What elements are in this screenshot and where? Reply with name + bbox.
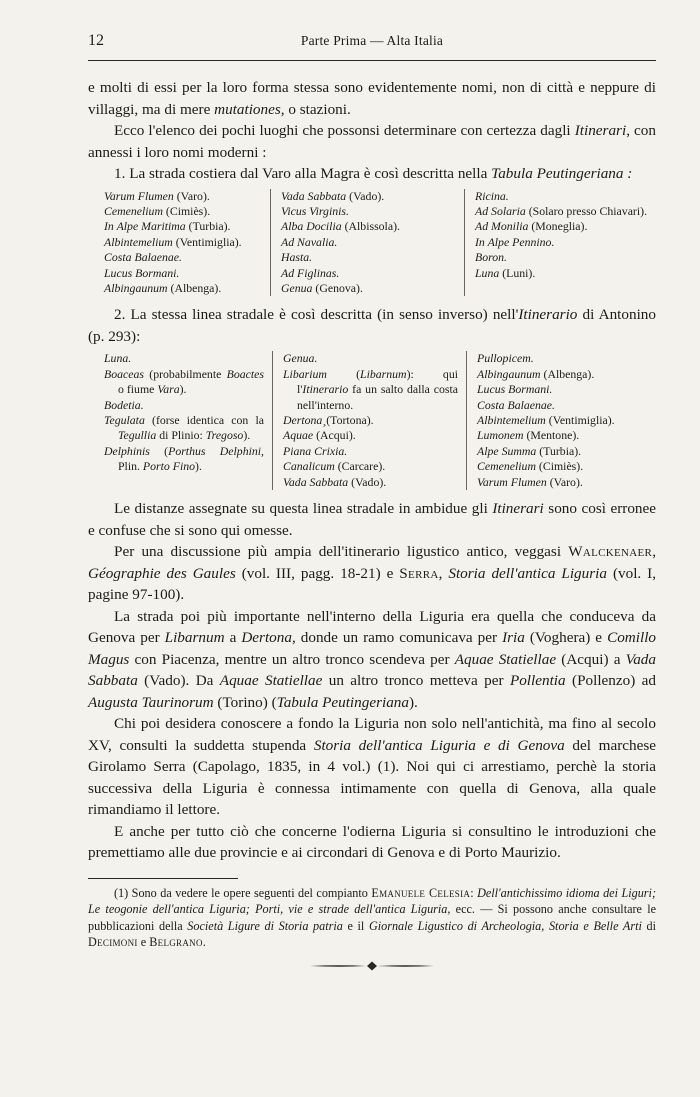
antonine-route-table xyxy=(88,351,656,490)
route-entry: Lumonem (Mentone). xyxy=(477,428,580,443)
paragraph-antonine-route: 2. La stessa linea stradale è così descritta (in senso inverso) nell'Itinerario di Antonino (p. 293): xyxy=(88,306,656,345)
footnote: (1) Sono da vedere le opere seguenti del compianto Emanuele Celesia: Dell'antichissimo idioma dei Liguri; Le teogonie dell'antica Liguria; Porti, vie e strade dell'antica Liguria, ecc. — Si possono anche consultare le pubblicazioni della Società Ligure di Storia patria e il Giornale Ligustico di Archeologia, Storia e Belle Arti di Decimoni e Belgrano. xyxy=(88,885,656,950)
route-entry: Ad Figlinas. xyxy=(281,265,340,280)
route-entry: Vicus Virginis. xyxy=(281,203,349,218)
route-entry: Boaceas (probabilmente Boactes o fiume Vara). xyxy=(104,366,264,397)
route-entry: Aquae (Acqui). xyxy=(283,428,356,443)
route-column-3 xyxy=(466,351,656,490)
route-entry: Cemenelium (Cimiès). xyxy=(477,459,584,474)
route-entry: Costa Balaenae. xyxy=(104,250,182,265)
route-entry: Genua. xyxy=(283,351,318,366)
route-entry: Varum Flumen (Varo). xyxy=(104,188,210,203)
running-head xyxy=(88,32,656,61)
route-entry: Tegulata (forse identica con la Tegullia di Plinio: Tregoso). xyxy=(104,412,264,443)
route-entry: Ricina. xyxy=(475,188,509,203)
paragraph-modern-liguria: E anche per tutto ciò che concerne l'odierna Liguria si consultino le introduzioni che premettiamo alle due provincie e ai circondari di Genova e di Porto Maurizio. xyxy=(88,822,656,861)
route-entry: Ad Solaria (Solaro presso Chiavari). xyxy=(475,203,648,218)
route-entry: Libarium (Libarnum): qui l'Itinerario fa un salto dalla costa nell'interno. xyxy=(283,366,458,412)
route-entry: Luna (Luni). xyxy=(475,265,536,280)
route-entry: Boron. xyxy=(475,250,508,265)
running-title: Parte Prima — Alta Italia xyxy=(300,33,444,48)
route-entry: Alba Docilia (Albissola). xyxy=(281,219,400,234)
route-entry: Bodetia. xyxy=(104,397,144,412)
paragraph-references: Per una discussione più ampia dell'itinerario ligustico antico, veggasi Walckenaer, Géographie des Gaules (vol. III, pagg. 18-21) e Serra, Storia dell'antica Liguria (vol. I, pagine 97-100). xyxy=(88,543,657,603)
route-entry: Genua (Genova). xyxy=(281,280,363,295)
body-text xyxy=(88,77,656,971)
route-entry: Cemenelium (Cimiès). xyxy=(104,203,211,218)
footnote-rule xyxy=(88,878,238,879)
route-entry: Piana Crixia. xyxy=(283,443,348,458)
route-entry: In Alpe Pennino. xyxy=(475,234,555,249)
paragraph-continuation: e molti di essi per la loro forma stessa sono evidentemente nomi, non di città e neppure di villaggi, ma di mere mutationes, o stazioni. xyxy=(88,79,656,118)
paragraph-coastal-road: 1. La strada costiera dal Varo alla Magra è così descritta nella Tabula Peutingeriana : xyxy=(114,165,633,182)
route-entry: Alpe Summa (Turbia). xyxy=(477,443,582,458)
route-entry: In Alpe Maritima (Turbia). xyxy=(104,219,231,234)
page-number: 12 xyxy=(88,32,104,49)
diamond-rule-ornament-icon xyxy=(88,961,656,971)
route-entry: Lucus Bormani. xyxy=(477,382,553,397)
page xyxy=(88,32,656,971)
route-entry: Vada Sabbata (Vado). xyxy=(281,188,385,203)
route-entry: Pullopicem. xyxy=(477,351,534,366)
route-column-2 xyxy=(272,351,466,490)
route-entry: Canalicum (Carcare). xyxy=(283,459,386,474)
route-entry: Delphinis (Porthus Delphini, Plin. Porto Fino). xyxy=(104,443,264,474)
route-entry: Luna. xyxy=(104,351,132,366)
route-entry: Dertona¸(Tortona). xyxy=(283,412,374,427)
route-entry: Hasta. xyxy=(281,250,313,265)
route-entry: Ad Navalia. xyxy=(281,234,338,249)
route-entry: Albintemelium (Ventimiglia). xyxy=(104,234,242,249)
route-entry: Albintemelium (Ventimiglia). xyxy=(477,412,615,427)
tabula-route-table xyxy=(88,189,656,297)
route-entry: Ad Monilia (Moneglia). xyxy=(475,219,588,234)
paragraph-distances: Le distanze assegnate su questa linea stradale in ambidue gli Itinerari sono così erronee e confuse che si sono qui omesse. xyxy=(88,500,657,539)
route-entry: Costa Balaenae. xyxy=(477,397,555,412)
paragraph-list-intro: Ecco l'elenco dei pochi luoghi che possonsi determinare con certezza dagli Itinerari, con annessi i loro nomi moderni : xyxy=(88,122,656,161)
route-entry: Albingaunum (Albenga). xyxy=(477,366,595,381)
route-column-1 xyxy=(88,189,270,297)
route-column-2 xyxy=(270,189,464,297)
route-entry: Vada Sabbata (Vado). xyxy=(283,474,387,489)
route-entry: Albingaunum (Albenga). xyxy=(104,280,222,295)
paragraph-inland-road: La strada poi più importante nell'interno della Liguria era quella che conduceva da Genova per Libarnum a Dertona, donde un ramo comunicava per Iria (Voghera) e Comillo Magus con Piacenza, mentre un altro tronco scendeva per Aquae Statiellae (Acqui) a Vada Sabbata (Vado). Da Aquae Statiellae un altro tronco metteva per Pollentia (Pollenzo) ad Augusta Taurinorum (Torino) (Tabula Peutingeriana). xyxy=(88,607,657,711)
paragraph-further-reading: Chi poi desidera conoscere a fondo la Liguria non solo nell'antichità, ma fino al secolo XV, consulti la suddetta stupenda Storia dell'antica Liguria e di Genova del marchese Girolamo Serra (Capolago, 1835, in 4 vol.) (1). Noi qui ci arrestiamo, perchè la storia successiva della Liguria è connessa intimamente con quella di Genova, alla quale rimandiamo il lettore. xyxy=(88,715,656,818)
route-entry: Lucus Bormani. xyxy=(104,265,180,280)
route-entry: Varum Flumen (Varo). xyxy=(477,474,583,489)
route-column-3 xyxy=(464,189,656,297)
route-column-1 xyxy=(88,351,272,490)
